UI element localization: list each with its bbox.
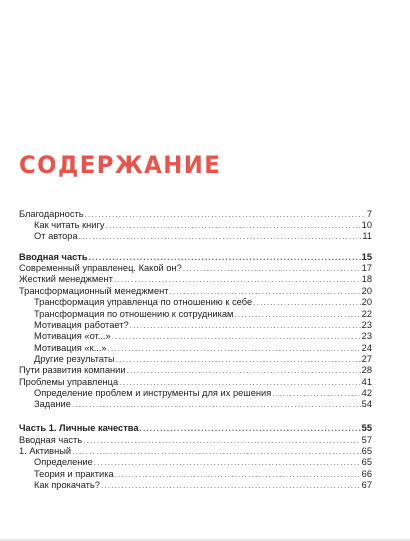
toc-entry-title: Определение xyxy=(34,457,93,467)
page-title: СОДЕРЖАНИЕ xyxy=(19,151,222,179)
toc-entry xyxy=(19,263,372,274)
toc-entry xyxy=(34,297,372,308)
toc-dot-leader xyxy=(183,263,361,274)
toc-entry-page: 28 xyxy=(361,365,372,375)
toc-dot-leader xyxy=(94,457,361,468)
toc-entry-title: Мотивация работает? xyxy=(34,320,129,330)
toc-entry-title: Благодарность xyxy=(19,209,84,219)
toc-entry xyxy=(34,457,372,468)
toc-entry-title: Проблемы управленца xyxy=(19,377,119,387)
toc-dot-leader xyxy=(108,343,361,354)
toc-entry-page: 66 xyxy=(361,469,372,479)
toc-entry-page: 55 xyxy=(361,423,372,433)
toc-entry-title: Вводная часть xyxy=(19,435,83,445)
toc-dot-leader xyxy=(85,209,366,220)
toc-entry-page: 41 xyxy=(361,377,372,387)
toc-entry-title: Мотивация «к...» xyxy=(34,343,107,353)
toc-entry xyxy=(34,480,372,491)
toc-entry-page: 7 xyxy=(366,209,372,219)
toc-entry xyxy=(34,469,372,480)
toc-entry-title: Теория и практика xyxy=(34,469,114,479)
toc-entry-page: 23 xyxy=(361,320,372,330)
toc-entry xyxy=(19,365,372,376)
toc-entry xyxy=(19,377,372,388)
toc-entry-page: 11 xyxy=(362,231,372,241)
toc-entry xyxy=(34,309,372,320)
toc-entry xyxy=(34,388,372,399)
toc-entry-title: Трансформация управленца по отношению к себе xyxy=(34,297,253,307)
toc-entry-title: Трансформация по отношению к сотрудникам xyxy=(34,309,234,319)
toc-dot-leader xyxy=(119,377,361,388)
toc-entry xyxy=(19,446,372,457)
toc-dot-leader xyxy=(272,388,360,399)
toc-entry-title: Задание xyxy=(34,399,71,409)
toc-dot-leader xyxy=(72,399,361,410)
toc-dot-leader xyxy=(170,286,361,297)
toc-entry-page: 23 xyxy=(361,331,372,341)
toc-entry xyxy=(34,354,372,365)
toc-dot-leader xyxy=(253,297,361,308)
toc-entry-title: Современный управленец. Какой он? xyxy=(19,263,182,273)
toc-entry-page: 10 xyxy=(361,220,372,230)
toc-entry-page: 27 xyxy=(361,354,372,364)
toc-entry xyxy=(34,320,372,331)
toc-dot-leader xyxy=(83,435,361,446)
toc-dot-leader xyxy=(106,220,361,231)
toc-entry-title: Жесткий менеджмент xyxy=(19,274,113,284)
toc-dot-leader xyxy=(112,331,361,342)
toc-entry xyxy=(34,220,372,231)
toc-entry xyxy=(34,343,372,354)
toc-entry-page: 20 xyxy=(361,286,372,296)
toc-entry xyxy=(19,435,372,446)
toc-entry-title: Как прокачать? xyxy=(34,480,100,490)
toc-entry-page: 42 xyxy=(361,388,372,398)
toc-entry-title: Вводная часть xyxy=(19,252,88,262)
toc-entry-title: От автора xyxy=(34,231,78,241)
toc-entry-page: 17 xyxy=(361,263,372,273)
toc-entry-page: 15 xyxy=(361,252,372,262)
toc-entry-title: Часть 1. Личные качества xyxy=(19,423,139,433)
toc-entry-page: 54 xyxy=(361,399,372,409)
toc-dot-leader xyxy=(116,354,361,365)
toc-dot-leader xyxy=(234,309,360,320)
toc-entry-title: Как читать книгу xyxy=(34,220,105,230)
toc-dot-leader xyxy=(127,365,361,376)
toc-entry-page: 65 xyxy=(361,446,372,456)
toc-entry-page: 22 xyxy=(361,309,372,319)
toc-entry xyxy=(19,274,372,285)
toc-entry-title: Мотивация «от...» xyxy=(34,331,111,341)
toc-dot-leader xyxy=(89,252,361,263)
toc-entry-page: 20 xyxy=(361,297,372,307)
toc-entry xyxy=(19,423,372,434)
toc-entry xyxy=(19,209,372,220)
toc-entry xyxy=(34,399,372,410)
toc-dot-leader xyxy=(130,320,361,331)
toc-entry xyxy=(19,252,372,263)
toc-entry-page: 24 xyxy=(361,343,372,353)
toc-entry xyxy=(19,286,372,297)
toc-entry-title: 1. Активный xyxy=(19,446,72,456)
toc-entry-page: 67 xyxy=(361,480,372,490)
toc-entry-page: 65 xyxy=(361,457,372,467)
toc-entry-page: 18 xyxy=(361,274,372,284)
toc-entry-title: Пути развития компании xyxy=(19,365,126,375)
toc-entry xyxy=(34,331,372,342)
toc-dot-leader xyxy=(101,480,361,491)
toc-entry-title: Определение проблем и инструменты для их решения xyxy=(34,388,272,398)
toc-entry-title: Другие результаты xyxy=(34,354,115,364)
toc-dot-leader xyxy=(140,423,361,434)
toc-entry-title: Трансформационный менеджмент xyxy=(19,286,169,296)
toc-dot-leader xyxy=(72,446,361,457)
toc-entry-page: 57 xyxy=(361,435,372,445)
toc-entry xyxy=(34,231,372,242)
toc-dot-leader xyxy=(114,274,361,285)
toc-dot-leader xyxy=(115,469,361,480)
toc-dot-leader xyxy=(79,231,362,242)
